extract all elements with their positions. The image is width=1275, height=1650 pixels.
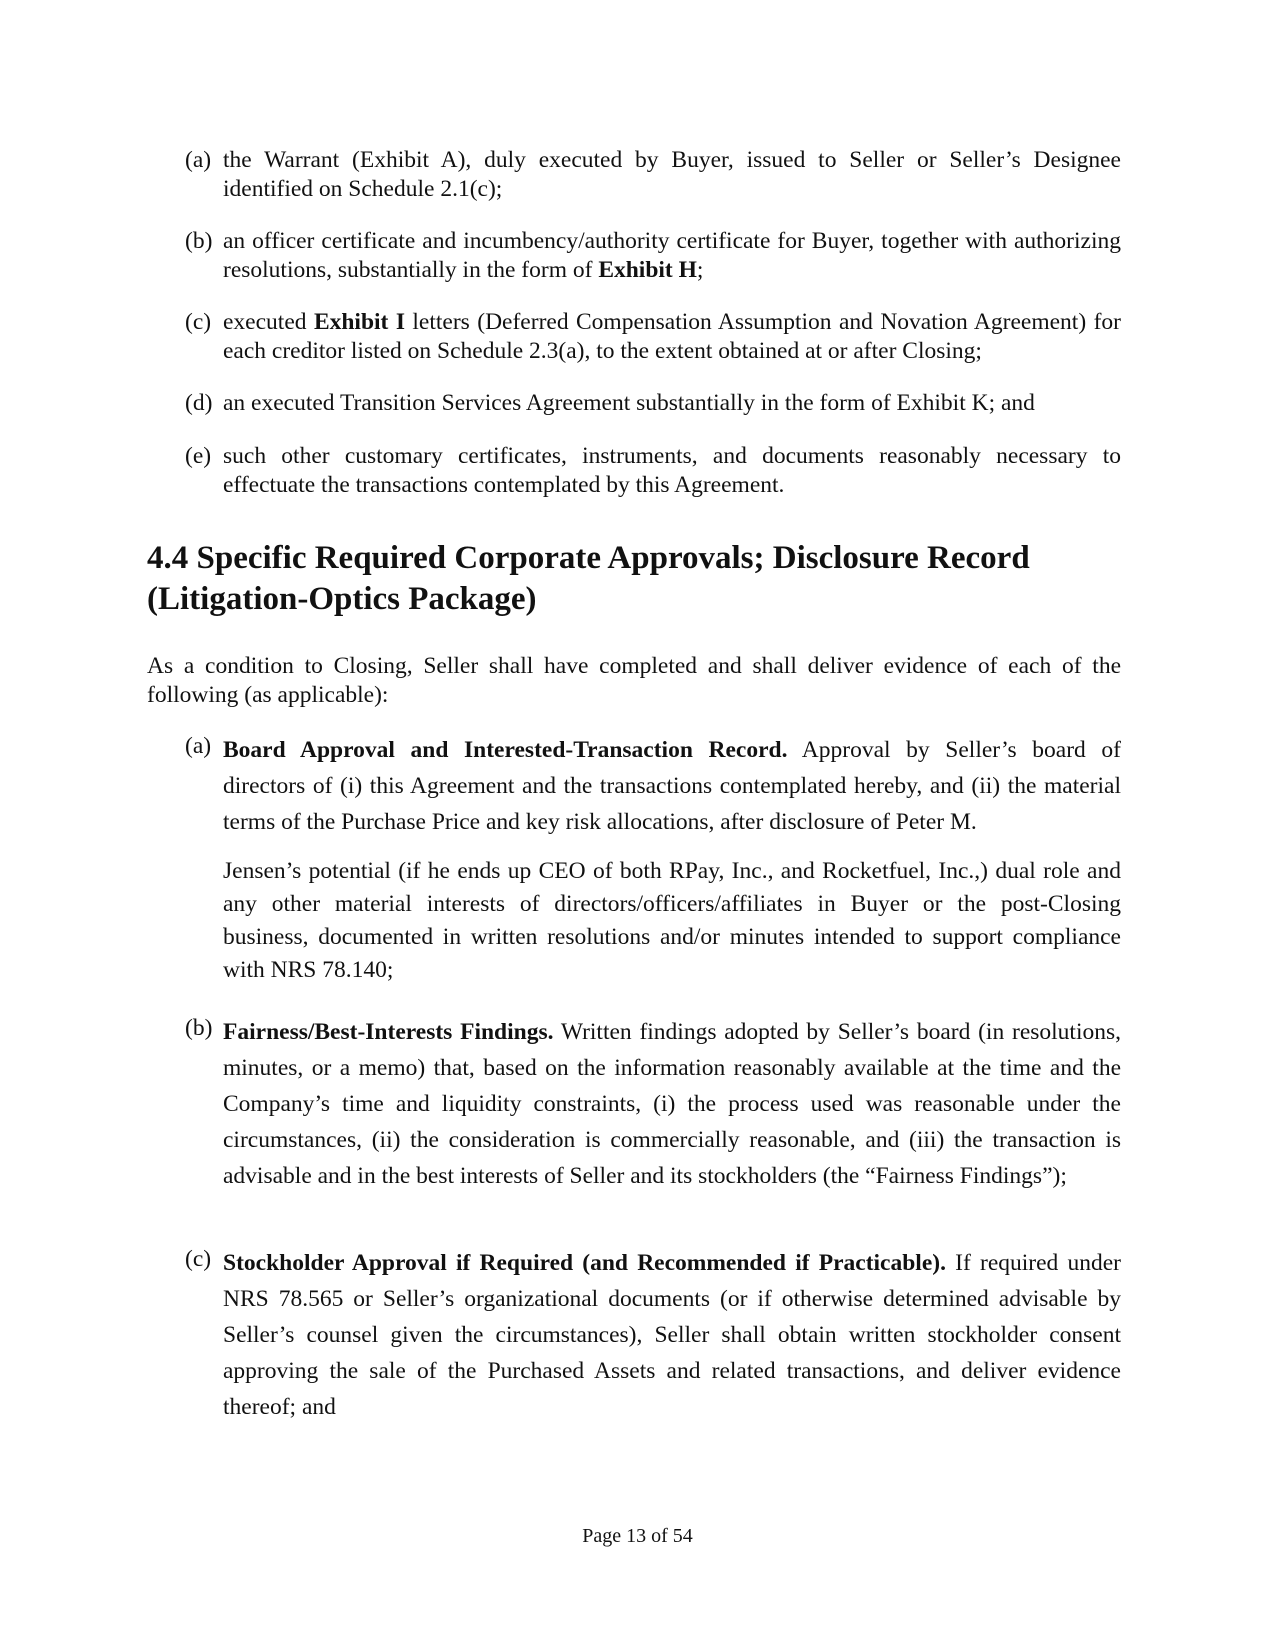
list-item-text: the Warrant (Exhibit A), duly executed by Buyer, issued to Seller or Seller’s Designee identified on Schedule 2.1(c);	[223, 147, 1121, 202]
item-body: Approval by Seller’s board of directors of (i) this Agreement and the transactions contemplated hereby, and (ii) the material terms of the Purchase Price and key risk allocations, after disclosure of Peter M.	[223, 737, 1121, 835]
list-marker: (a)	[185, 147, 212, 173]
list-item-text	[223, 308, 1121, 366]
exhibit-reference: Exhibit I	[313, 309, 405, 335]
item-title: Fairness/Best-Interests Findings.	[223, 1019, 554, 1045]
list-marker: (c)	[185, 1246, 212, 1272]
page-number: Page 13 of 54	[582, 1525, 693, 1547]
list-item-text	[223, 1014, 1121, 1194]
list-item-text	[223, 1245, 1121, 1425]
item-title: Stockholder Approval if Required (and Recommended if Practicable).	[223, 1250, 946, 1276]
exhibit-reference: Exhibit H	[598, 257, 697, 283]
list-marker: (c)	[185, 309, 212, 335]
item-body: Written findings adopted by Seller’s board (in resolutions, minutes, or a memo) that, based on the information reasonably available at the time and the Company’s time and liquidity constraints, (i) the process used was reasonable under the circumstances, (ii) the consideration is commercially reasonable, and (iii) the transaction is advisable and in the best interests of Seller and its stockholders (the “Fairness Findings”);	[223, 1019, 1122, 1189]
list-marker: (d)	[185, 390, 213, 416]
approval-item-c	[185, 1245, 1121, 1425]
item-body: If required under NRS 78.565 or Seller’s organizational documents (or if otherwise determined advisable by Seller’s counsel given the circumstances), Seller shall obtain written stockholder consent approving the sale of the Purchased Assets and related transactions, and deliver evidence thereof; and	[223, 1250, 1121, 1420]
list-marker: (b)	[185, 228, 213, 254]
approval-item-b	[185, 1014, 1121, 1194]
list-item-e	[185, 442, 1121, 500]
list-item-text	[223, 732, 1121, 840]
list-item-text-pre: an officer certificate and incumbency/authority certificate for Buyer, together with authorizing resolutions, substantially in the form of	[223, 228, 1121, 283]
list-item-text	[223, 227, 1121, 285]
list-item-text: such other customary certificates, instruments, and documents reasonably necessary to effectuate the transactions contemplated by this Agreement.	[223, 443, 1121, 498]
list-item-c	[185, 308, 1121, 366]
list-marker: (a)	[185, 733, 212, 759]
list-item-text-post: letters (Deferred Compensation Assumption and Novation Agreement) for each creditor listed on Schedule 2.3(a), to the extent obtained at or after Closing;	[223, 309, 1121, 364]
list-item-text-post: ;	[696, 257, 704, 283]
list-item-b	[185, 227, 1121, 285]
list-item-a	[185, 146, 1121, 204]
list-marker: (b)	[185, 1015, 213, 1041]
item-title: Board Approval and Interested-Transaction Record.	[223, 737, 788, 763]
list-marker: (e)	[185, 443, 212, 469]
approval-item-a-continuation: Jensen’s potential (if he ends up CEO of both RPay, Inc., and Rocketfuel, Inc.,) dual role and any other material interests of directors/officers/affiliates in Buyer or the post-Closing business, documented in written resolutions and/or minutes intended to support compliance with NRS 78.140;	[223, 858, 1121, 983]
list-item-d	[185, 389, 1121, 418]
approval-item-a	[185, 732, 1121, 840]
list-item-text: an executed Transition Services Agreement substantially in the form of Exhibit K; and	[223, 390, 1035, 416]
section-intro: As a condition to Closing, Seller shall have completed and shall deliver evidence of each of the following (as applicable):	[147, 653, 1121, 708]
section-heading: 4.4 Specific Required Corporate Approvals; Disclosure Record (Litigation-Optics Package)	[147, 540, 1030, 617]
list-item-text-pre: executed	[223, 309, 314, 335]
